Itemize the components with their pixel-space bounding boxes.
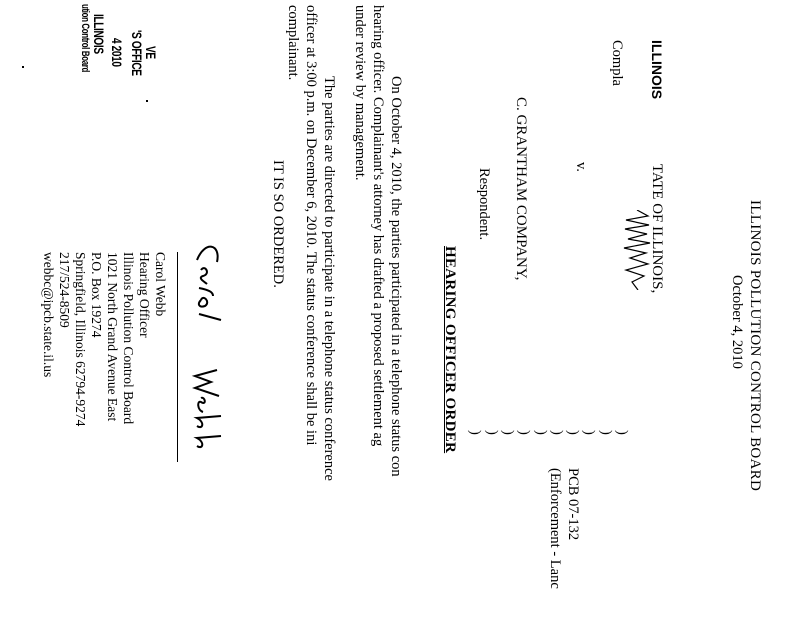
scan-speck [146, 100, 148, 102]
stamp-line-5: ution Control Board [79, 4, 91, 72]
case-number: PCB 07-132 [565, 468, 581, 541]
order-paragraph-1-line-1: On October 4, 2010, the parties participated in a telephone status con [388, 76, 404, 477]
stamp-line-1: VE [143, 46, 159, 59]
stamp-line-4: ILLINOIS [91, 14, 107, 54]
order-paragraph-2-line-1: The parties are directed to participate in a telephone status conference [321, 76, 337, 481]
order-heading: HEARING OFFICER ORDER [442, 246, 458, 454]
versus-label: v. [573, 162, 589, 172]
stamp-line-3: 4 2010 [109, 38, 125, 67]
handwritten-signature [185, 230, 225, 510]
so-ordered: IT IS SO ORDERED. [270, 160, 286, 288]
signer-email: webbc@ipcb.state.il.us [41, 252, 56, 378]
respondent-label: Respondent. [476, 168, 492, 241]
signer-phone: 217/524-8509 [57, 252, 72, 328]
complainant-label: Compla [609, 40, 625, 86]
scan-speck [22, 66, 24, 68]
signer-agency: Illinois Pollution Control Board [121, 252, 136, 425]
signer-po-box: P.O. Box 19274 [89, 252, 104, 338]
signer-name: Carol Webb [153, 252, 168, 317]
signer-street: 1021 North Grand Avenue East [105, 252, 120, 422]
complainant-name: TATE OF ILLINOIS, [649, 164, 665, 294]
case-type: (Enforcement - Lanc [547, 468, 563, 589]
order-paragraph-1-line-2: hearing officer. Complainant's attorney has drafted a proposed settlement ag [370, 5, 386, 447]
signature-line [177, 252, 178, 462]
order-paragraph-2-line-2: officer at 3:00 p.m. on December 6, 2010. The status conference shall be ini [303, 5, 319, 446]
signer-title: Hearing Officer [137, 252, 152, 338]
order-date: October 4, 2010 [729, 275, 745, 369]
order-paragraph-1-line-3: under review by management. [352, 5, 368, 181]
stamp-line-2: 'S OFFICE [129, 30, 145, 76]
complainant-name-prefix: ILLINOIS [649, 40, 665, 100]
order-paragraph-2-line-3: complainant. [285, 5, 301, 81]
received-stamp [50, 0, 160, 84]
court-name: ILLINOIS POLLUTION CONTROL BOARD [747, 200, 763, 492]
caption-parentheses: ) ) ) ) ) ) ) ) ) ) [467, 430, 630, 435]
respondent-name: C. GRANTHAM COMPANY, [513, 97, 529, 281]
scanner-noise-mark [622, 210, 652, 290]
signer-city: Springfield, Illinois 62794-9274 [73, 252, 88, 427]
